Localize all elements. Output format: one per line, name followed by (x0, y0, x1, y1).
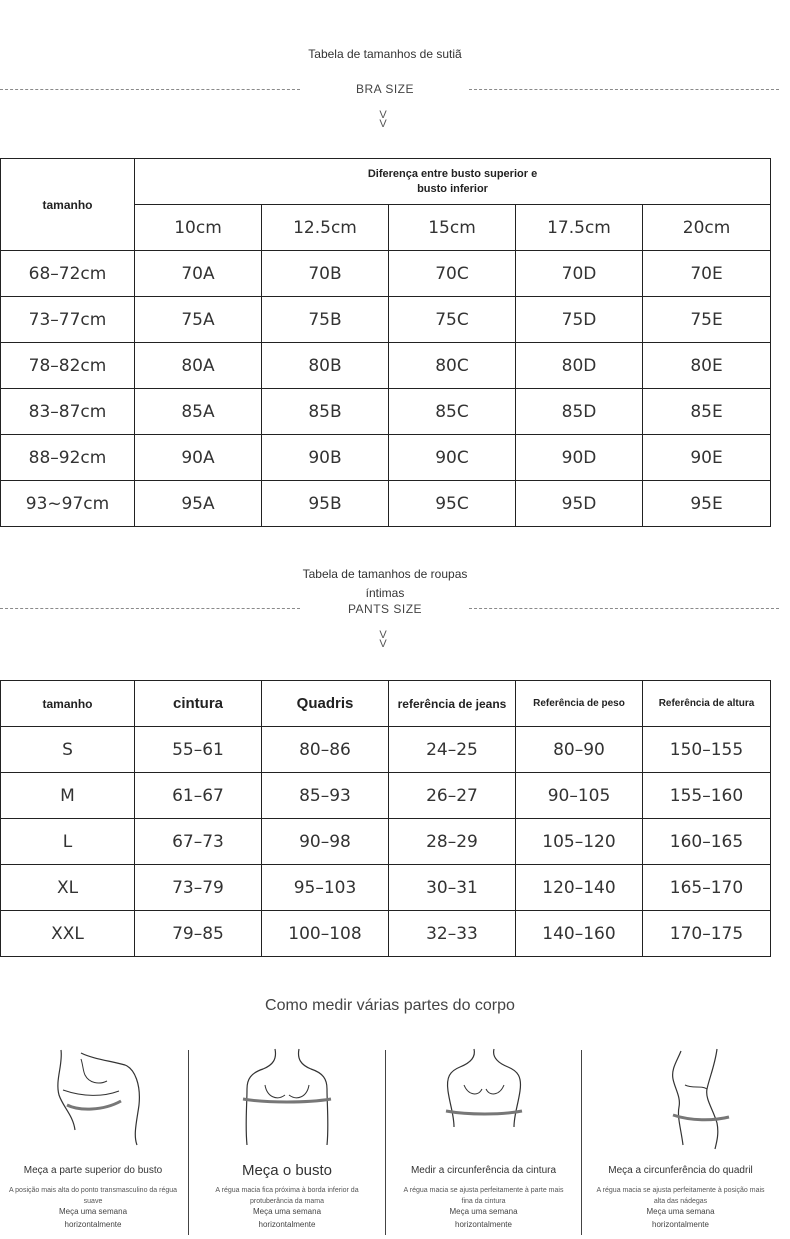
pants-cell: 95–103 (262, 865, 389, 911)
measure-section-title: Como medir várias partes do corpo (265, 997, 515, 1014)
bra-col-header: 12.5cm (262, 205, 389, 251)
panel-divider (581, 1050, 582, 1235)
bra-cell: 85C (389, 389, 516, 435)
bra-cell: 85A (135, 389, 262, 435)
bra-cell: 90E (643, 435, 771, 481)
bra-cell: 95A (135, 481, 262, 527)
measure-panel-hip (583, 1045, 778, 1235)
pants-header-cintura: cintura (135, 681, 262, 727)
bra-cell: 90C (389, 435, 516, 481)
pants-cell: 165–170 (643, 865, 771, 911)
bra-cell: 70B (262, 251, 389, 297)
bra-col-header: 10cm (135, 205, 262, 251)
measure-instruction: Meça uma semana horizontalmente (58, 1207, 128, 1229)
table-row (1, 911, 771, 957)
bra-cell: 75C (389, 297, 516, 343)
pants-cell: XL (1, 865, 135, 911)
upper-bust-figure-icon (33, 1045, 153, 1155)
bra-group-header: Diferença entre busto superior e busto inferior (135, 159, 771, 205)
pants-cell: 73–79 (135, 865, 262, 911)
bra-col-header: 17.5cm (516, 205, 643, 251)
measure-label: Meça a circunferência do quadril (608, 1165, 753, 1176)
waist-figure-icon (424, 1045, 544, 1155)
pants-cell: 28–29 (389, 819, 516, 865)
pants-cell: 79–85 (135, 911, 262, 957)
table-row (1, 389, 771, 435)
measure-description: A régua macia se ajusta perfeitamente à posição mais alta das nádegas (596, 1187, 765, 1205)
pants-cell: 100–108 (262, 911, 389, 957)
pants-section-title: Tabela de tamanhos de roupas íntimas (302, 567, 468, 600)
bra-cell: 90A (135, 435, 262, 481)
bra-size-header: tamanho (1, 159, 135, 251)
table-row (1, 251, 771, 297)
bra-cell: 95B (262, 481, 389, 527)
table-row (1, 773, 771, 819)
bra-cell: 70D (516, 251, 643, 297)
pants-cell: XXL (1, 911, 135, 957)
table-row (1, 297, 771, 343)
pants-cell: 90–98 (262, 819, 389, 865)
bra-row-size: 78–82cm (1, 343, 135, 389)
bra-cell: 80A (135, 343, 262, 389)
bra-col-header: 15cm (389, 205, 516, 251)
bra-cell: 95D (516, 481, 643, 527)
bra-cell: 80D (516, 343, 643, 389)
pants-cell: 140–160 (516, 911, 643, 957)
table-row (1, 865, 771, 911)
bra-cell: 90B (262, 435, 389, 481)
bra-cell: 75D (516, 297, 643, 343)
bra-cell: 95E (643, 481, 771, 527)
measure-instruction: Meça uma semana horizontalmente (449, 1207, 518, 1229)
table-row (1, 343, 771, 389)
pants-cell: 67–73 (135, 819, 262, 865)
bra-cell: 80B (262, 343, 389, 389)
bra-cell: 85D (516, 389, 643, 435)
pants-header-peso: Referência de peso (516, 681, 643, 727)
pants-header-altura: Referência de altura (643, 681, 771, 727)
chevron-down-icon: V V (379, 629, 387, 650)
bra-cell: 70C (389, 251, 516, 297)
pants-section-subtitle: PANTS SIZE (347, 602, 423, 616)
pants-cell: 85–93 (262, 773, 389, 819)
bra-cell: 75B (262, 297, 389, 343)
measure-panel-waist (387, 1045, 580, 1235)
measure-description: A régua macia se ajusta perfeitamente à parte mais fina da cintura (403, 1187, 564, 1205)
bra-cell: 85E (643, 389, 771, 435)
bra-size-table (0, 158, 771, 527)
measure-description: A posição mais alta do ponto transmasculino da régua suave (8, 1187, 178, 1205)
bra-section-title: Tabela de tamanhos de sutiã (308, 47, 462, 61)
measure-label: Medir a circunferência da cintura (410, 1165, 557, 1176)
table-row (1, 819, 771, 865)
table-row (1, 435, 771, 481)
bra-row-size: 83–87cm (1, 389, 135, 435)
table-row (1, 727, 771, 773)
chevron-down-icon: V V (379, 109, 387, 130)
pants-cell: L (1, 819, 135, 865)
pants-cell: 30–31 (389, 865, 516, 911)
table-row (1, 481, 771, 527)
pants-cell: S (1, 727, 135, 773)
pants-cell: 32–33 (389, 911, 516, 957)
bra-cell: 80C (389, 343, 516, 389)
bra-cell: 70E (643, 251, 771, 297)
pants-cell: 120–140 (516, 865, 643, 911)
bra-row-size: 93~97cm (1, 481, 135, 527)
measure-instruction: Meça uma semana horizontalmente (252, 1207, 322, 1229)
measure-panel-bust (190, 1045, 384, 1235)
measure-instruction: Meça uma semana horizontalmente (646, 1207, 715, 1229)
bra-col-header: 20cm (643, 205, 771, 251)
panel-divider (385, 1050, 386, 1235)
bra-cell: 75A (135, 297, 262, 343)
bra-row-size: 73–77cm (1, 297, 135, 343)
panel-divider (188, 1050, 189, 1235)
pants-cell: 80–86 (262, 727, 389, 773)
measure-panel-upper-bust (0, 1045, 186, 1235)
pants-cell: 26–27 (389, 773, 516, 819)
pants-cell: 24–25 (389, 727, 516, 773)
bra-row-size: 68–72cm (1, 251, 135, 297)
pants-header-tamanho: tamanho (1, 681, 135, 727)
pants-cell: 61–67 (135, 773, 262, 819)
bra-section-subtitle: BRA SIZE (355, 82, 415, 96)
bra-cell: 80E (643, 343, 771, 389)
pants-cell: 155–160 (643, 773, 771, 819)
pants-cell: 160–165 (643, 819, 771, 865)
pants-cell: 55–61 (135, 727, 262, 773)
hip-figure-icon (621, 1045, 741, 1155)
bra-cell: 75E (643, 297, 771, 343)
table-header-row (1, 681, 771, 727)
bra-cell: 85B (262, 389, 389, 435)
measure-label: Meça a parte superior do busto (23, 1165, 163, 1176)
pants-cell: M (1, 773, 135, 819)
bra-cell: 70A (135, 251, 262, 297)
pants-header-quadris: Quadris (262, 681, 389, 727)
measure-label: Meça o busto (241, 1162, 333, 1179)
pants-size-table (0, 680, 771, 957)
bra-row-size: 88–92cm (1, 435, 135, 481)
measure-description: A régua macia fica próxima à borda inferior da protuberância da mama (215, 1187, 359, 1205)
bra-cell: 95C (389, 481, 516, 527)
pants-cell: 90–105 (516, 773, 643, 819)
pants-cell: 105–120 (516, 819, 643, 865)
pants-cell: 170–175 (643, 911, 771, 957)
pants-cell: 80–90 (516, 727, 643, 773)
bra-cell: 90D (516, 435, 643, 481)
pants-cell: 150–155 (643, 727, 771, 773)
bust-figure-icon (227, 1045, 347, 1155)
pants-header-jeans: referência de jeans (389, 681, 516, 727)
